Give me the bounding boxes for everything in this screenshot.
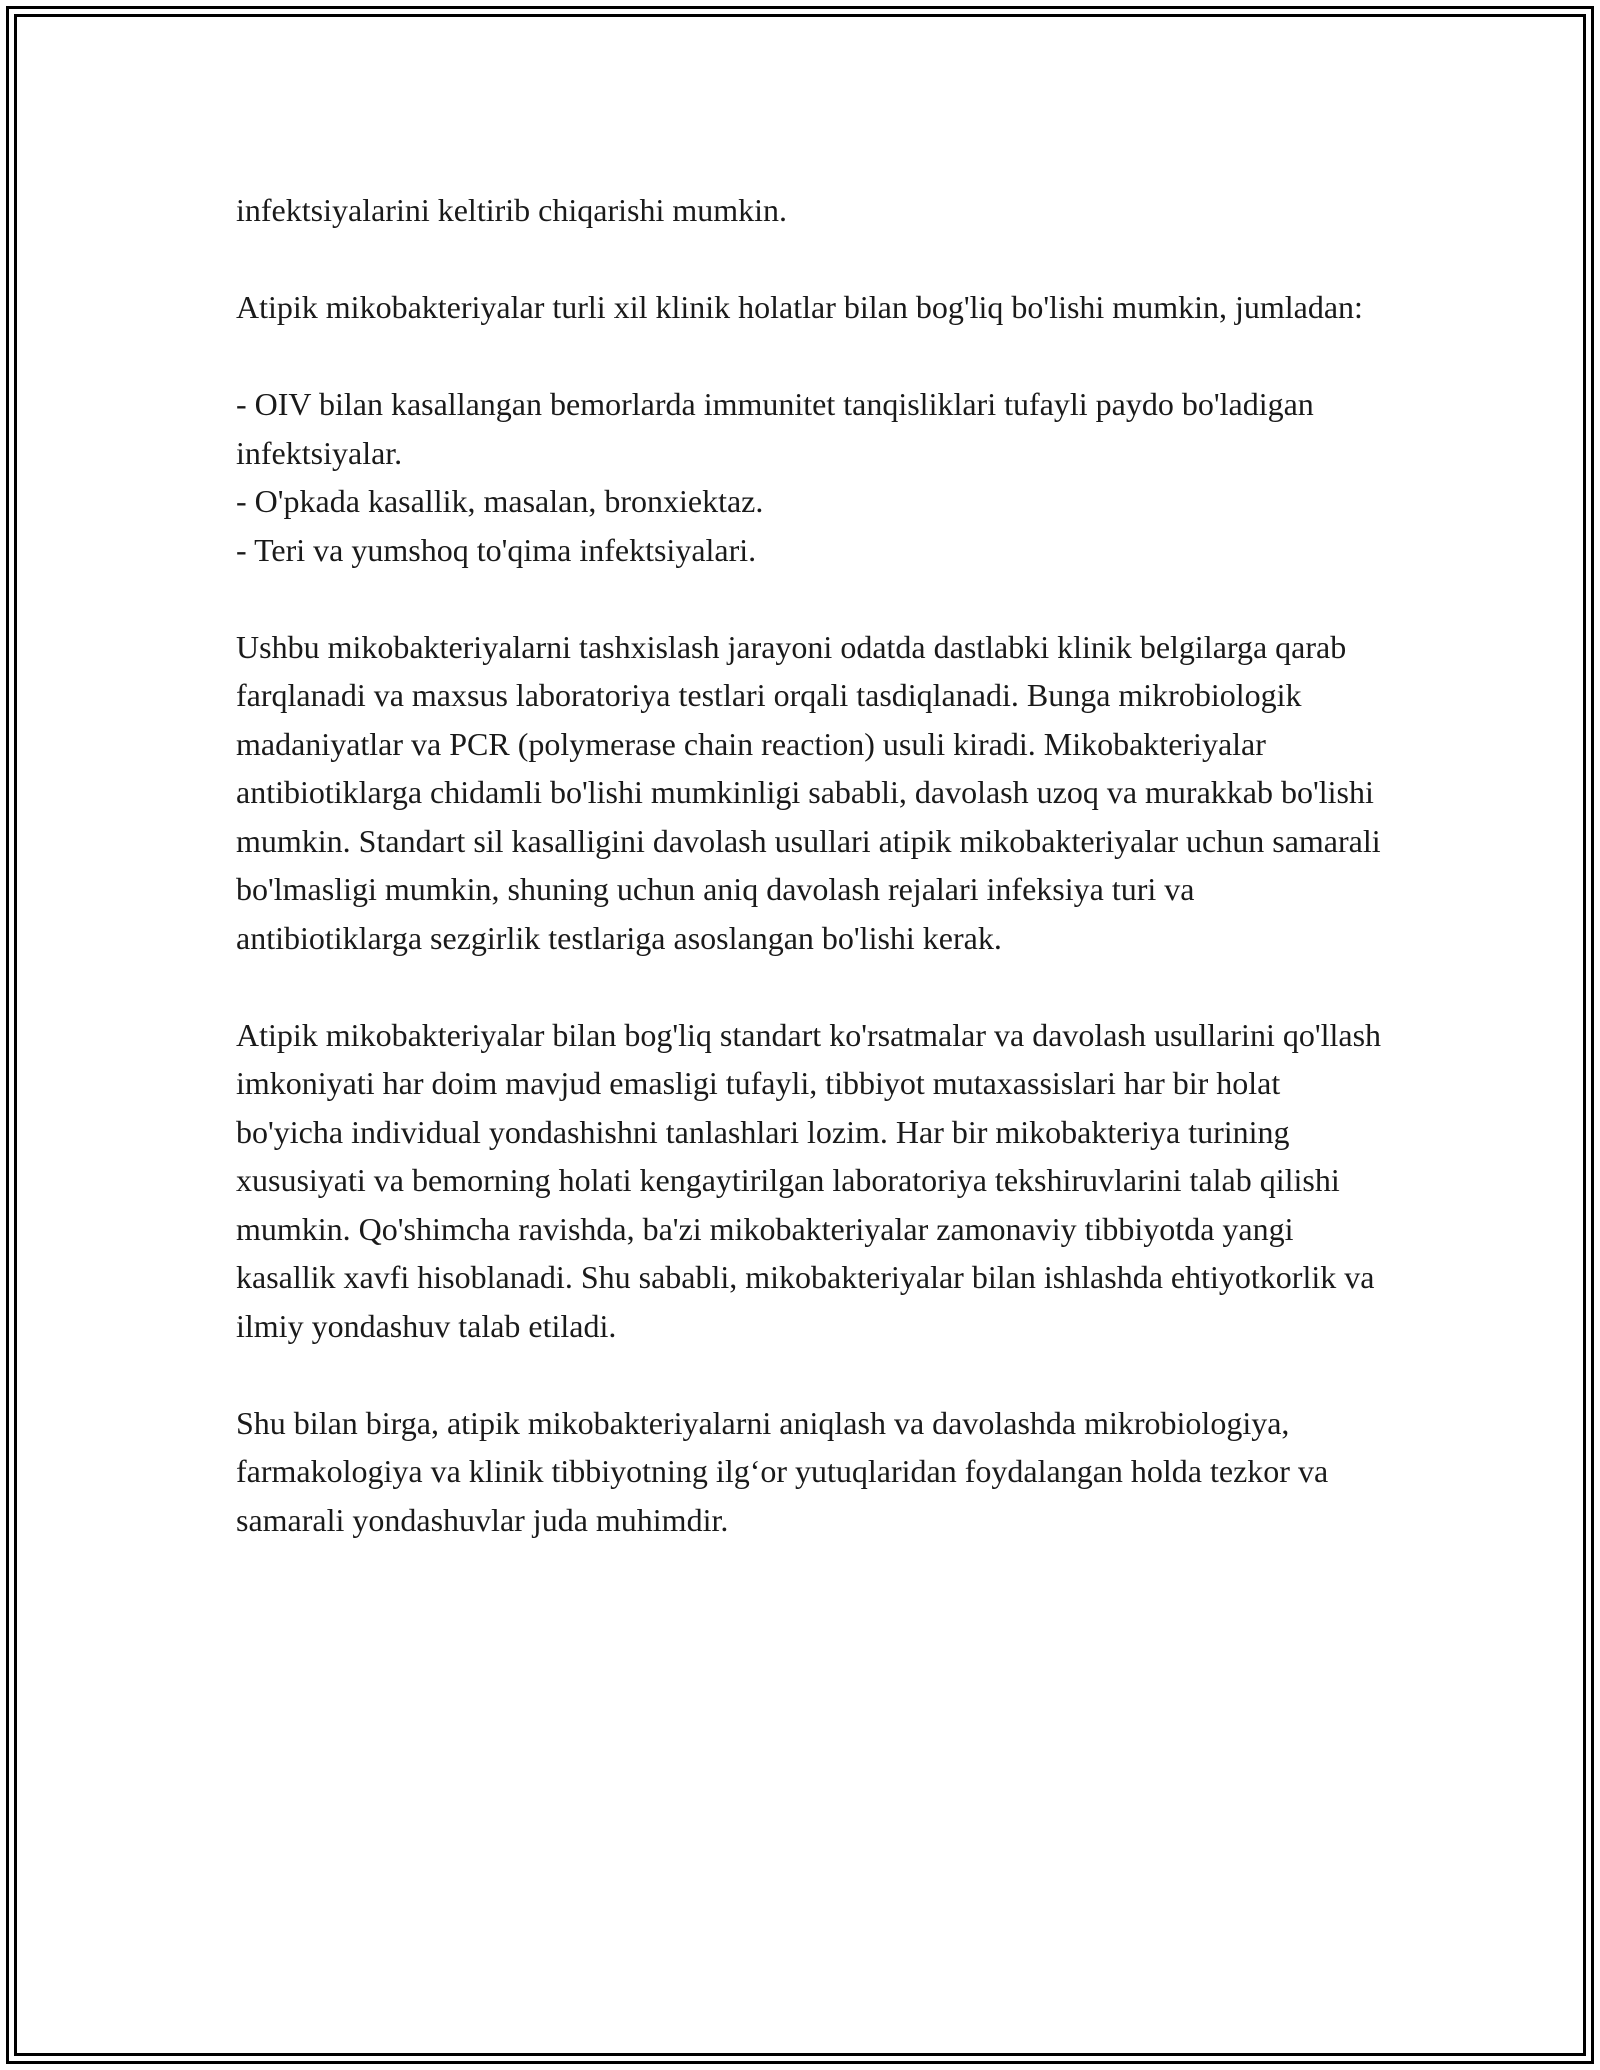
paragraph-continuation: infektsiyalarini keltirib chiqarishi mumkin.	[236, 192, 787, 228]
paragraph-list-intro: Atipik mikobakteriyalar turli xil klinik holatlar bilan bog'liq bo'lishi mumkin, jumladan:	[236, 289, 1363, 325]
paragraph-approach: Atipik mikobakteriyalar bilan bog'liq standart ko'rsatmalar va davolash usullarini qo'llash imkoniyati har doim mavjud emasligi tufayli, tibbiyot mutaxassislari har bir holat bo'yicha individual yondashishni tanlashlari lozim. Har bir mikobakteriya turining xususiyati va bemorning holati kengaytirilgan laboratoriya tekshiruvlarini talab qilishi mumkin. Qo'shimcha ravishda, ba'zi mikobakteriyalar zamonaviy tibbiyotda yangi kasallik xavfi hisoblanadi. Shu sababli, mikobakteriyalar bilan ishlashda ehtiyotkorlik va ilmiy yondashuv talab etiladi.	[236, 1016, 1382, 1344]
bullet-list	[236, 380, 1386, 574]
list-item: - Teri va yumshoq to'qima infektsiyalari.	[236, 531, 757, 568]
paragraph-diagnosis: Ushbu mikobakteriyalarni tashxislash jarayoni odatda dastlabki klinik belgilarga qarab farqlanadi va maxsus laboratoriya testlari orqali tasdiqlanadi. Bunga mikrobiologik madaniyatlar va PCR (polymerase chain reaction) usuli kiradi. Mikobakteriyalar antibiotiklarga chidamli bo'lishi mumkinligi sababli, davolash uzoq va murakkab bo'lishi mumkin. Standart sil kasalligini davolash usullari atipik mikobakteriyalar uchun samarali bo'lmasligi mumkin, shuning uchun aniq davolash rejalari infeksiya turi va antibiotiklarga sezgirlik testlariga asoslangan bo'lishi kerak.	[236, 628, 1381, 956]
document-body	[236, 186, 1386, 1544]
paragraph-conclusion: Shu bilan birga, atipik mikobakteriyalarni aniqlash va davolashda mikrobiologiya, farmakologiya va klinik tibbiyotning ilg‘or yutuqlaridan foydalangan holda tezkor va samarali yondashuvlar juda muhimdir.	[236, 1404, 1329, 1538]
list-item: - OIV bilan kasallangan bemorlarda immunitet tanqisliklari tufayli paydo bo'ladigan infektsiyalar.	[236, 386, 1314, 471]
list-item: - O'pkada kasallik, masalan, bronxiektaz.	[236, 483, 764, 519]
